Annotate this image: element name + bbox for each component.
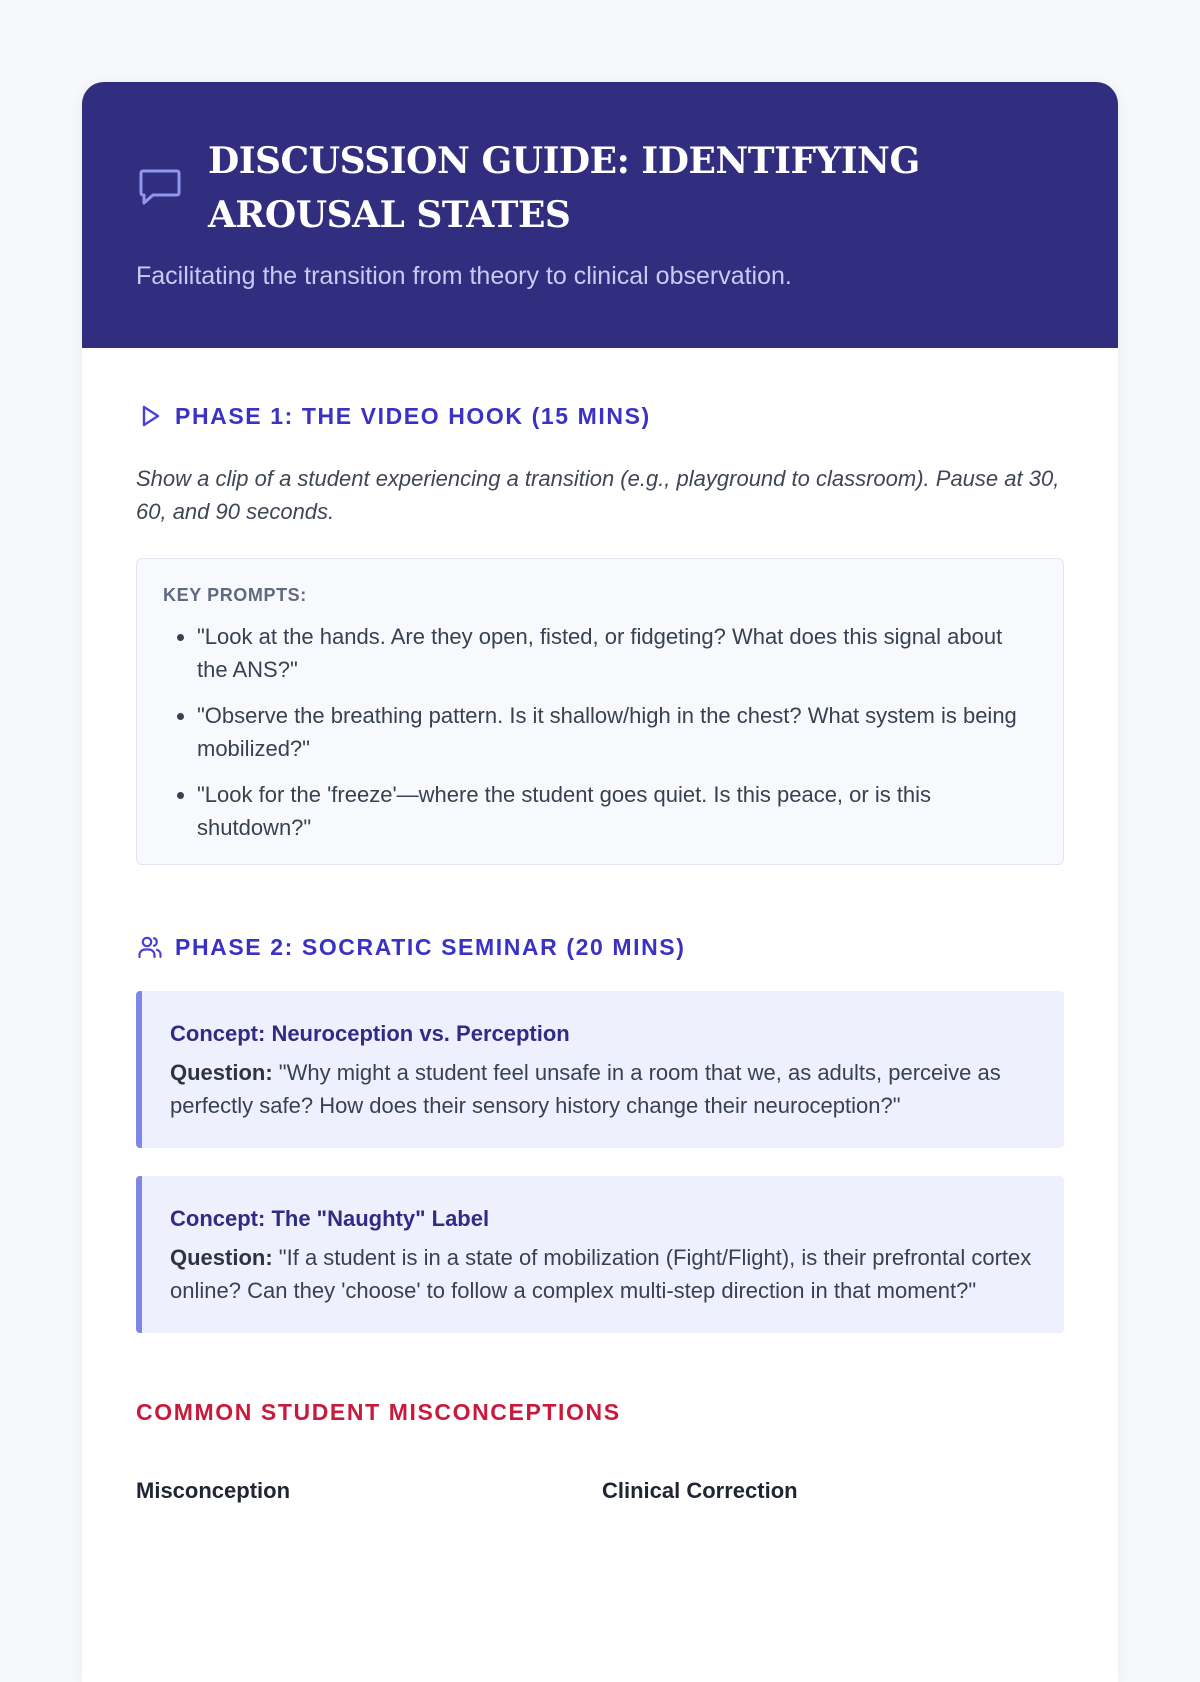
phase-2-heading	[136, 931, 1064, 963]
key-prompts-label: KEY PROMPTS:	[163, 585, 307, 605]
phase-1-intro: Show a clip of a student experiencing a transition (e.g., playground to classroom). Pause at 30, 60, and 90 seconds.	[136, 466, 1060, 524]
page-title: DISCUSSION GUIDE: IDENTIFYING AROUSAL STATES	[208, 140, 920, 236]
play-icon	[136, 402, 164, 430]
concept-card	[136, 1176, 1064, 1333]
discussion-guide-card	[82, 82, 1118, 1682]
question-text: "If a student is in a state of mobilization (Fight/Flight), is their prefrontal cortex online? Can they 'choose' to follow a complex multi-step direction in that moment?"	[170, 1245, 1032, 1303]
phase-1-heading	[136, 400, 1064, 432]
key-prompts-list	[163, 620, 1037, 844]
question-text: "Why might a student feel unsafe in a room that we, as adults, perceive as perfectly safe? How does their sensory history change their neuroception?"	[170, 1060, 1001, 1118]
guide-header	[82, 82, 1118, 348]
phase-2-title: PHASE 2: SOCRATIC SEMINAR (20 MINS)	[175, 933, 686, 960]
concept-title: Concept: The "Naughty" Label	[170, 1206, 490, 1231]
users-icon	[136, 933, 164, 961]
key-prompts-box	[136, 558, 1064, 865]
concept-title: Concept: Neuroception vs. Perception	[170, 1021, 570, 1046]
concept-question	[170, 1241, 1036, 1307]
list-item: • "Look at the hands. Are they open, fisted, or fidgeting? What does this signal about the ANS?"	[197, 620, 1037, 686]
question-label: Question:	[170, 1060, 273, 1085]
chat-bubble-icon	[136, 162, 184, 210]
misconceptions-title: COMMON STUDENT MISCONCEPTIONS	[136, 1399, 621, 1425]
question-label: Question:	[170, 1245, 273, 1270]
list-item: • "Look for the 'freeze'—where the student goes quiet. Is this peace, or is this shutdown?"	[197, 778, 1037, 844]
list-item: • "Observe the breathing pattern. Is it shallow/high in the chest? What system is being mobilized?"	[197, 699, 1037, 765]
misconceptions-table-header	[136, 1478, 1064, 1504]
concept-card	[136, 991, 1064, 1148]
column-header-clinical-correction: Clinical Correction	[602, 1478, 798, 1503]
page-subtitle: Facilitating the transition from theory to clinical observation.	[136, 262, 792, 290]
concept-question	[170, 1056, 1036, 1122]
column-header-misconception: Misconception	[136, 1478, 291, 1503]
phase-1-title: PHASE 1: THE VIDEO HOOK (15 MINS)	[175, 402, 651, 429]
